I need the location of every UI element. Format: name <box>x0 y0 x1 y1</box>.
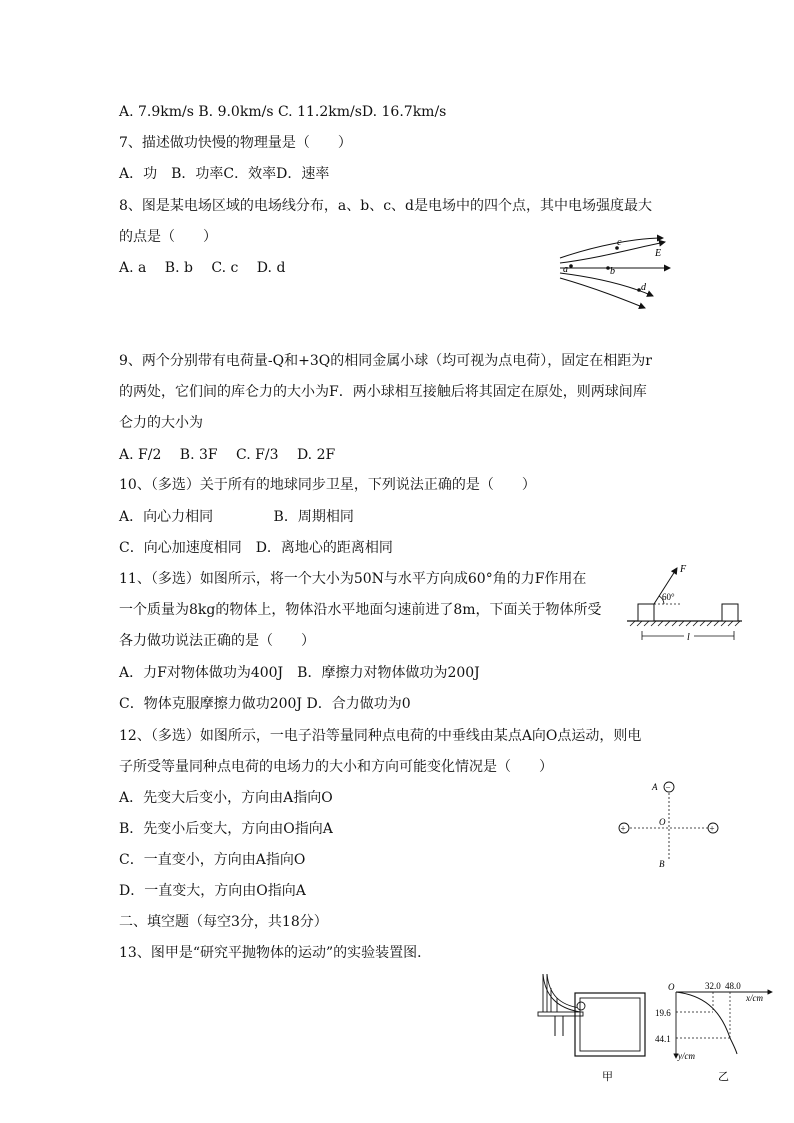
label-A: A <box>652 782 658 792</box>
q8-field-lines-figure <box>555 228 680 313</box>
q12-stem-2: 子所受等量同种点电荷的电场力的大小和方向可能变化情况是（ ） <box>119 759 553 775</box>
q11-options-1: A．力F对物体做功为400J B．摩擦力对物体做功为200J <box>119 665 480 681</box>
q9-stem-3: 仑力的大小为 <box>119 415 203 431</box>
label-l: l <box>687 632 690 643</box>
q10-stem: 10、（多选）关于所有的地球同步卫星，下列说法正确的是（ ） <box>119 477 536 493</box>
q11-force-figure <box>622 560 747 650</box>
board-outer <box>575 993 645 1056</box>
trajectory-curve <box>676 992 737 1054</box>
q9-stem-2: 的两处，它们间的库仑力的大小为F．两小球相互接触后将其固定在原处，则两球间库 <box>119 384 647 400</box>
ground-hatch <box>630 621 740 626</box>
label-E: E <box>655 248 662 259</box>
q8-stem-1: 8、图是某电场区域的电场线分布，a、b、c、d是电场中的四个点，其中电场强度最大 <box>119 198 653 214</box>
q6-options: A. 7.9km/s B. 9.0km/s C. 11.2km/sD. 16.7km/s <box>119 104 447 120</box>
y-tick-1: 19.6 <box>655 1008 671 1018</box>
q7-options: A．功 B．功率C．效率D．速率 <box>119 166 330 182</box>
label-B: B <box>659 859 665 869</box>
q10-options-1: A．向心力相同 B．周期相同 <box>119 509 354 525</box>
q13-stem: 13、图甲是“研究平抛物体的运动”的实验装置图． <box>119 945 432 961</box>
block-end <box>722 604 738 621</box>
q8-stem-2: 的点是（ ） <box>119 229 217 245</box>
ball <box>577 1002 585 1010</box>
q9-stem-1: 9、两个分别带有电荷量-Q和+3Q的相同金属小球（均可视为点电荷），固定在相距为r <box>119 353 652 369</box>
label-F: F <box>680 564 687 575</box>
q11-stem-3: 各力做功说法正确的是（ ） <box>119 633 315 649</box>
electron-sign: − <box>665 782 671 793</box>
label-b: b <box>610 266 615 277</box>
board-inner <box>580 998 640 1051</box>
q12-option-d: D．一直变大，方向由O指向A <box>119 883 306 899</box>
field-line-lower <box>560 273 653 296</box>
y-axis-label: y/cm <box>678 1051 695 1061</box>
caption-right: 乙 <box>718 1070 729 1083</box>
q10-options-2: C．向心加速度相同 D．离地心的距离相同 <box>119 540 393 556</box>
left-charge-sign: + <box>620 823 626 834</box>
field-line-top <box>560 238 663 258</box>
field-line-bottom <box>560 278 645 308</box>
y-tick-2: 44.1 <box>655 1034 671 1044</box>
point-a <box>569 264 573 268</box>
q13-trajectory-chart <box>655 968 777 1083</box>
q12-option-b: B．先变小后变大，方向由O指向A <box>119 821 333 837</box>
q11-stem-1: 11、（多选）如图所示，将一个大小为50N与水平方向成60°角的力F作用在 <box>119 571 587 587</box>
label-a: a <box>563 264 568 275</box>
q8-options: A. a B. b C. c D. d <box>119 260 286 276</box>
origin-label: O <box>668 982 675 992</box>
q12-charges-figure <box>612 775 727 875</box>
stand-base <box>538 1012 583 1016</box>
x-tick-2: 48.0 <box>725 981 741 991</box>
x-axis-label: x/cm <box>746 993 763 1003</box>
section-2-heading: 二、填空题（每空3分，共18分） <box>119 914 328 930</box>
label-d: d <box>641 282 646 293</box>
q11-options-2: C．物体克服摩擦力做功200J D．合力做功为0 <box>119 696 411 712</box>
q13-apparatus-figure <box>535 968 655 1083</box>
x-tick-1: 32.0 <box>705 981 721 991</box>
caption-left: 甲 <box>602 1070 613 1083</box>
q12-option-a: A．先变大后变小，方向由A指向O <box>119 790 333 806</box>
label-angle: 60° <box>662 592 675 602</box>
label-c: c <box>617 237 622 248</box>
q12-option-c: C．一直变小，方向由A指向O <box>119 852 306 868</box>
q7-stem: 7、描述做功快慢的物理量是（ ） <box>119 135 352 151</box>
q12-stem-1: 12、（多选）如图所示，一电子沿等量同种点电荷的中垂线由某点A向O点运动，则电 <box>119 728 642 744</box>
label-O: O <box>659 817 666 827</box>
q9-options: A. F/2 B. 3F C. F/3 D. 2F <box>119 447 336 463</box>
right-charge-sign: + <box>709 823 715 834</box>
q11-stem-2: 一个质量为8kg的物体上，物体沿水平地面匀速前进了8m，下面关于物体所受 <box>119 602 602 618</box>
block-start <box>638 604 654 621</box>
